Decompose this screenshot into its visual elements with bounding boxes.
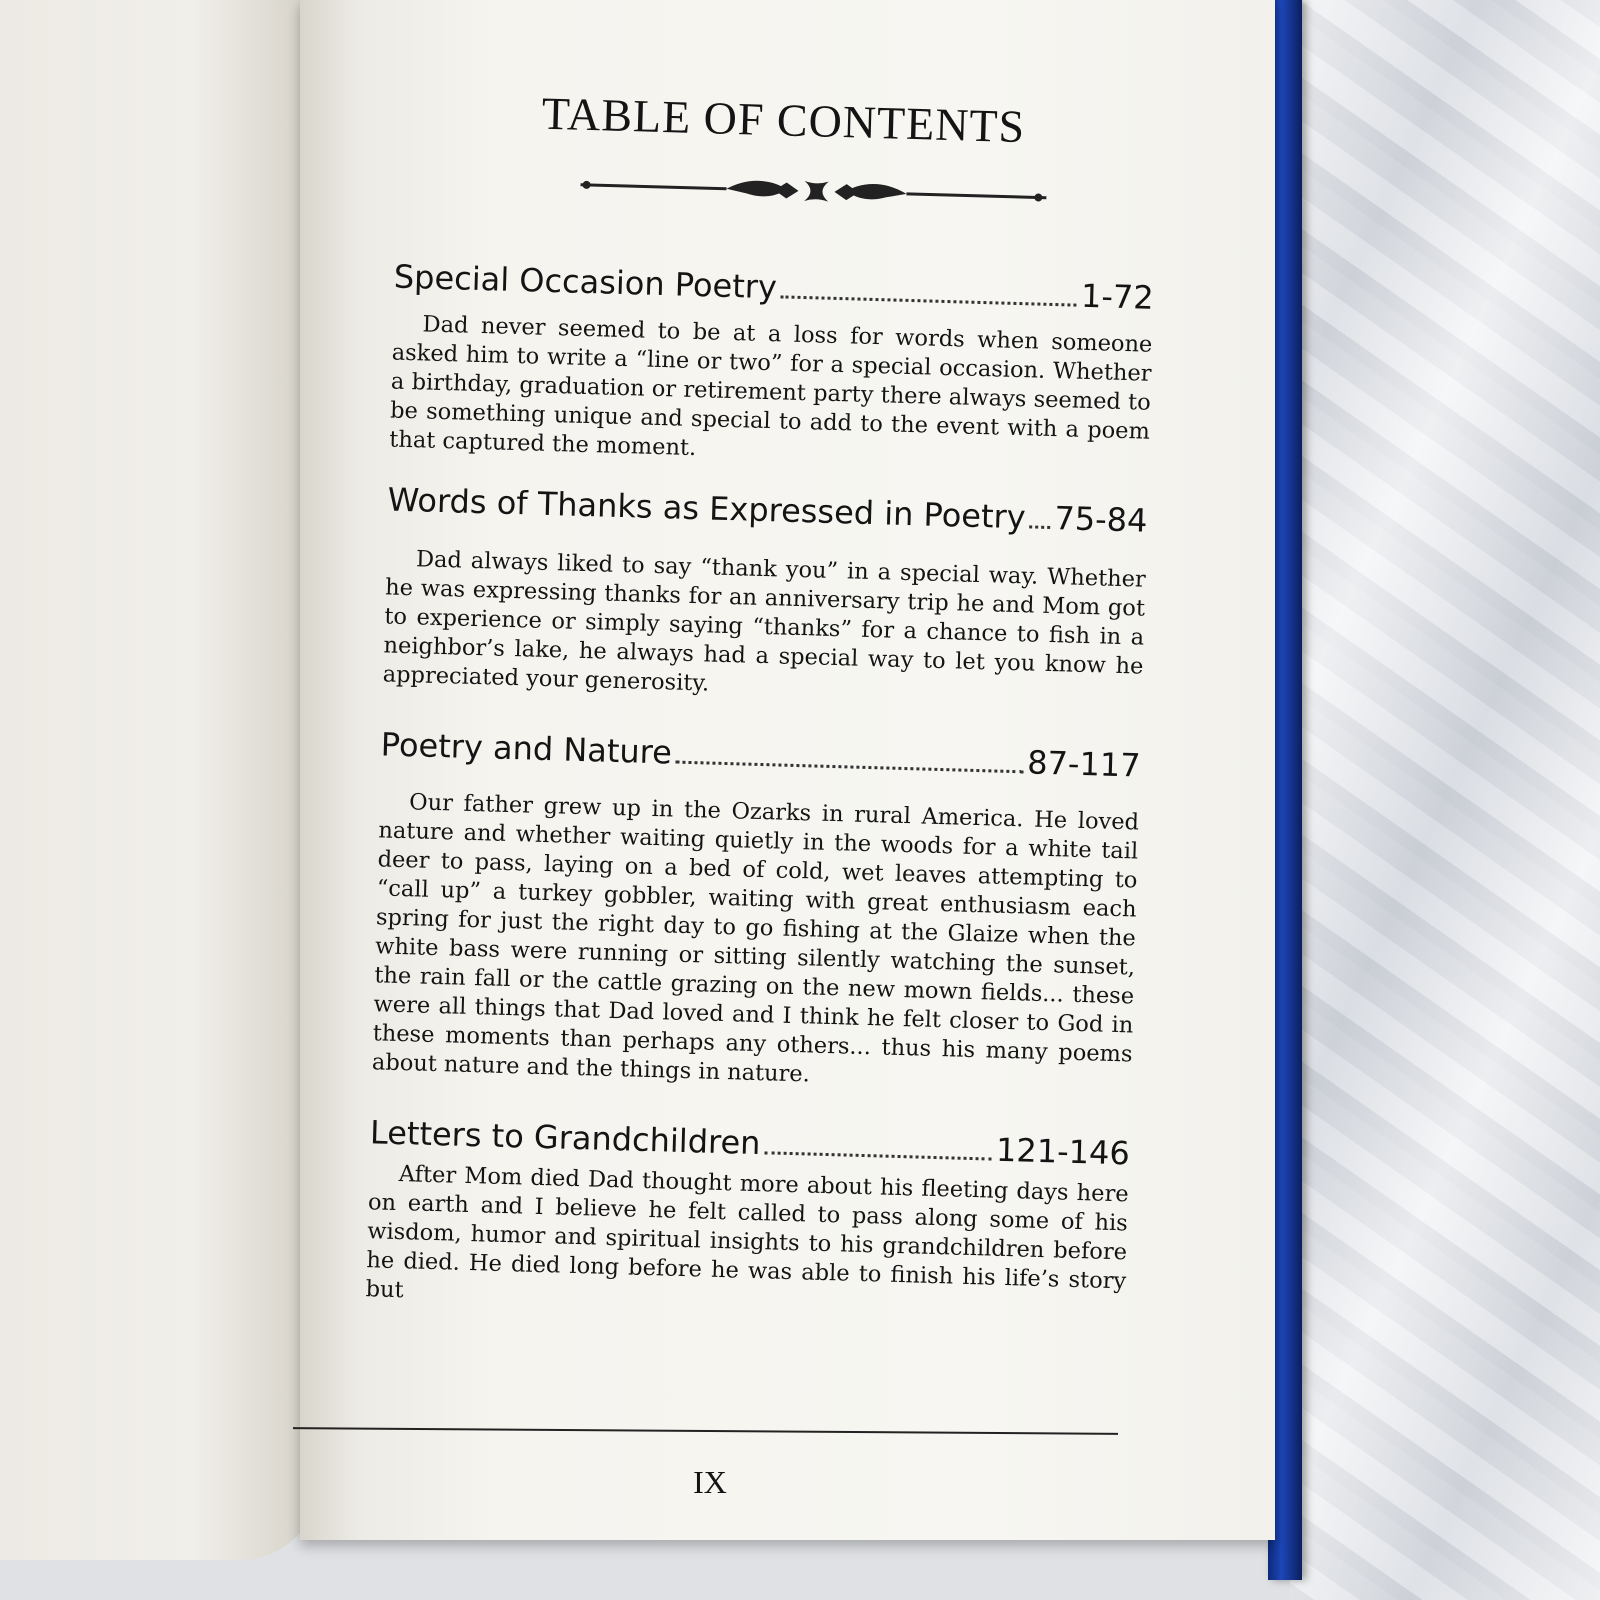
section-title: Special Occasion Poetry (393, 257, 778, 307)
section-title: Poetry and Nature (380, 725, 673, 772)
section-title: Letters to Grandchildren (369, 1113, 761, 1163)
page-number: IX (693, 1464, 727, 1500)
dot-leader (764, 1151, 992, 1160)
toc-entry (365, 1113, 1130, 1325)
section-description: After Mom died Dad thought more about his fleeting days here on earth and I believe he felt called to pass along some of his wisdom, humor and spiritual insights to his grandchildren before he died. He died long before he was able to finish his life’s story but (365, 1161, 1129, 1304)
toc-entry-heading (387, 480, 1148, 539)
page-range: 75-84 (1053, 499, 1148, 540)
section-description: Dad never seemed to be at a loss for words when someone asked him to write a “line or two” for a special occasion. Whether a birthday, graduation or retirement party there always seemed to be something unique and special to add to the event with a poem that captured the moment. (389, 311, 1153, 462)
section-title: Words of Thanks as Expressed in Poetry (387, 480, 1027, 537)
page-range: 1-72 (1080, 276, 1155, 317)
plastic-wrap-background (1290, 0, 1600, 1600)
toc-entry-heading (380, 725, 1141, 784)
table-of-contents (295, 69, 1159, 1326)
ornament-divider (576, 165, 1057, 218)
left-page (0, 0, 320, 1560)
dot-leader (1029, 525, 1050, 529)
page-title: TABLE OF CONTENTS (541, 87, 1026, 153)
section-description: Our father grew up in the Ozarks in rural America. He loved nature and whether waiting quietly in the woods for a white tail deer to pass, laying on a bed of cold, wet leaves attempting to “call up” a turkey gobbler, waiting with great enthusiasm each spring for just the right day to go fishing at the Glaize when the white bass were running or sitting silently watching the sunset, the rain fall or the cattle grazing on the new mown fields... these were all things that Dad loved and I think he felt closer to God in these moments than perhaps any others... thus his many poems about nature and the things in nature. (371, 789, 1140, 1088)
toc-entry (389, 258, 1154, 476)
toc-entry-heading (393, 258, 1154, 317)
dot-leader (781, 295, 1077, 306)
toc-entry (382, 480, 1148, 710)
toc-entry (372, 725, 1142, 1098)
page-range: 87-117 (1026, 743, 1142, 785)
section-description: Dad always liked to say “thank you” in a special way. Whether he was expressing thanks for an anniversary trip he and Mom got to experience or simply saying “thanks” for a chance to fish in a neighbor’s lake, he always had a special way to let you know he appreciated your generosity. (382, 546, 1147, 697)
dot-leader (676, 761, 1023, 774)
page-range: 121-146 (995, 1130, 1131, 1173)
